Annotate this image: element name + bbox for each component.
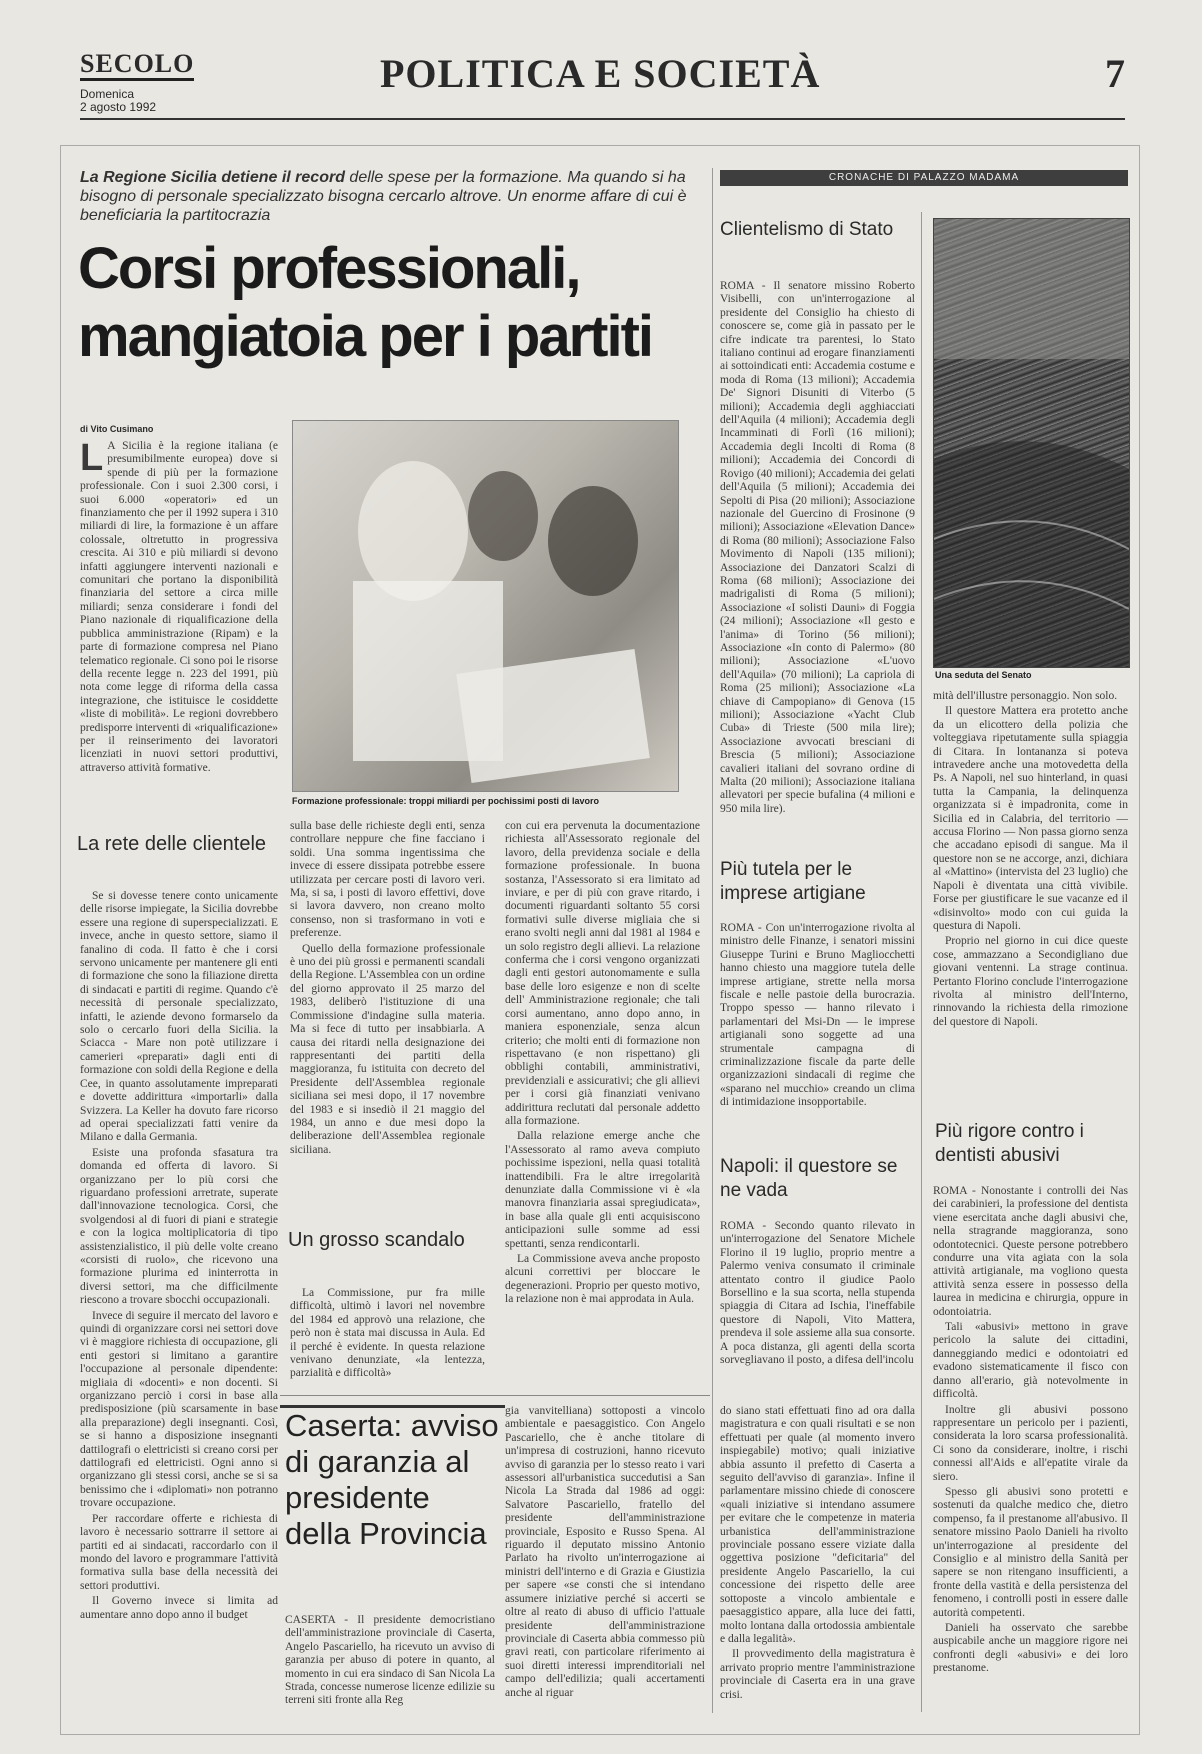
column-divider: [712, 168, 713, 1713]
dentisti-p1: ROMA - Nonostante i controlli dei Nas dei carabinieri, la professione del dentista viene esercitata anche dagli abusivi che, nella stragrande maggioranza, sono odontotecnici. Queste persone potrebbero condurre una vita agiata con la sola attività artigianale, ma vogliono questa attività senza essere in possesso della laurea in medicina e chirurgia, oppure in odontoiatria.: [933, 1185, 1128, 1318]
caserta-headline: Caserta: avviso di garanzia al presidente della Provincia: [285, 1408, 499, 1551]
caserta-col-3: [720, 1405, 915, 1720]
caserta-col3-p1: do siano stati effettuati fino ad ora dalla magistratura e con quali risultati e se non effettuati per quale (al momento invero inspiegabile) motivo; quali iniziative abbia assunto il prefetto di Caserta a seguito dell'avviso di garanzia». Infine il parlamentare missino chiede di conoscere «quali iniziative si intendano assumere per evitare che le competenze in materia urbanistica dell'amministrazione provinciale possano essere viziate dalla oggettiva posizione "deficitaria" del presidente Angelo Pascariello, la cui concessione dei rispetto delle aree sottoposte a vincolo ambientale e paesaggistico appare, alla luce dei fatti, molto lontana dalla ortodossia ambientale e dalla legalità».: [720, 1405, 915, 1645]
column-divider: [921, 212, 922, 1712]
artigiane-text: ROMA - Con un'interrogazione rivolta al ministro delle Finanze, i senatori missini Giuseppe Turini e Bruno Magliocchetti hanno chiesto una maggiore tutela delle imprese artigiane, strette nella morsa fiscale e nelle pastoie della burocrazia. Troppo spesso — hanno rilevato i parlamentari del Msi-Dn — le imprese artigianali sono soggette ad una strumentale campagna di criminalizzazione fiscale da parte delle organizzazioni sindacali di regime che «sparano nel mucchio» creando un clima di intimidazione insopportabile.: [720, 922, 915, 1109]
article-headline: [78, 235, 718, 371]
col3-p1: con cui era pervenuta la documentazione richiesta all'Assessorato regionale del lavoro, della previdenza sociale e della formazione professionale. In buona sostanza, l'Assessorato si era limitato ad inviare, e per di più con grave ritardo, i documenti riguardanti soltanto 55 corsi formativi sulle diverse migliaia che si erano svolti negli anni dal 1981 al 1984 e un solo registro degli allievi. La relazione conferma che i corsi vengono organizzati dagli enti gestori autonomamente e sulla base delle loro esigenze e non di scelte dell' Amministrazione regionale; che tali corsi aumentano, anno dopo anno, in maniera esponenziale, senza alcun criterio; che molti enti di formazione non rispettavano (e non rispettano) gli obblighi contabili, amministrativi, previdenziali e assicurativi; che gli allievi per i corsi già finanziati venivano addirittura reclutati dal personale addetto alla formazione.: [505, 820, 700, 1127]
subhead-rete: La rete delle clientele: [77, 833, 267, 855]
napoli-p2: Il questore Mattera era protetto anche da un elicottero della polizia che volteggiava ripetutamente sulla spiaggia di Citara. In lontananza si poteva intravedere anche una motovedetta della Ps. A Napoli, nel suo hinterland, in quasi tutta la Campania, la delinquenza organizzata si è impadronita, come in Sicilia ed in Calabria, del territorio — accusa Florino — Non passa giorno senza che accadano episodi di sangue. Ma il questore non se ne accorge, anzi, dichiara al «Mattino» (intervista del 23 luglio) che Napoli è diventata una città vivibile. Forse per giustificare le sue vacanze ed il «disinvolto» modo con cui guida la questura di Napoli.: [933, 705, 1128, 932]
masthead-logo: SECOLO: [80, 50, 194, 81]
col2-p2: Quello della formazione professionale è uno dei più grossi e permanenti scandali della Regione. L'Assemblea con un ordine del giorno approvato il 25 marzo del 1983, deliberò l'istituzione di una Commissione d'indagine sulla materia. Ma si fece di tutto per insabbiarla. A causa dei ritardi nella designazione dei rappresentanti dei partiti della maggioranza, fu istituita con decreto del Presidente dell'Assemblea regionale siciliana sei mesi dopo, il 17 novembre del 1983 e si insediò il 21 maggio del 1984, un anno e due mesi dopo la deliberazione dell'Assemblea regionale siciliana.: [290, 942, 485, 1156]
photo-caption-formazione: Formazione professionale: troppi miliardi per pochissimi posti di lavoro: [292, 796, 600, 806]
napoli-p3: Proprio nel giorno in cui dice queste cose, ammazzano a Secondigliano due giovani ventenni. La strage continua. Pertanto Florino conclude l'interrogazione rivolta al ministro dell'Interno, rinnovando la richiesta della rimozione del questore di Napoli.: [933, 935, 1128, 1028]
page-number: 7: [1105, 51, 1125, 96]
col1-p5: Per raccordare offerte e richiesta di lavoro è necessario sottrarre il settore ai partiti ed ai sindacati, raccordarlo con il mondo del lavoro e programmare l'attività formativa sulla base della necessità dei settori produttivi.: [80, 1512, 278, 1592]
photo-senato: [933, 218, 1130, 668]
photo-formazione: [292, 420, 679, 792]
section-divider: [280, 1395, 710, 1396]
photo-caption-senato: Una seduta del Senato: [935, 670, 1032, 680]
caserta-col-1: CASERTA - Il presidente democristiano dell'amministrazione provinciale di Caserta, Angelo Pascariello, ha ricevuto un avviso di garanzia per abuso di potere in quanto, al momento in cui era sindaco di San Nicola La Strada, concesse numerose licenze edilizie su terreni siti fronte alla Reg: [285, 1614, 495, 1707]
napoli-continuation: [933, 690, 1128, 1132]
col3-p2: Dalla relazione emerge anche che l'Assessorato al ramo aveva compiuto pochissime ispezioni, nella quasi totalità inattendibili. Fra le altre irregolarità denunziate dalla Commissione vi è «la manovra finanziaria assai spregiudicata», in base alla quale gli enti acquisiscono anticipazioni sulle somme ad essi spettanti, senza rendicontarli.: [505, 1130, 700, 1250]
col3-p3: La Commissione aveva anche proposto alcuni correttivi per bloccare le degenerazioni. Proprio per questo motivo, la relazione non è mai approdata in Aula.: [505, 1253, 700, 1306]
subhead-scandalo: Un grosso scandalo: [288, 1229, 465, 1251]
main-col-2: [290, 820, 485, 1205]
col1-p1: A Sicilia è la regione italiana (e presumibilmente europea) dove si spende di più per la formazione professionale. Con i suoi 2.300 corsi, i suoi 6.000 «operatori» ed un finanziamento che per il 1992 supera i 310 miliardi di lire, la formazione è un affare colossale, oltretutto in progressiva crescita. Ai 310 e più miliardi si devono infatti aggiungere interventi nazionali e comunitari che portano la disponibilità finanziaria del settore a circa mille miliardi; senza considerare i fondi del Piano nazionale di riqualificazione della pubblica amministrazione (Ripam) e la parte di formazione compresa nel Piano telematico regionale. Ci sono poi le risorse della recente legge n. 223 del 1991, più nota come legge di riforma della cassa integrazione, che istituisce le cosiddette «liste di mobilità». Le regioni dovrebbero predisporre interventi di «riqualificazione» per il reinserimento dei lavoratori licenziati in nuovi settori produttivi, attraverso attività formative.: [80, 440, 278, 774]
drop-cap: L: [80, 440, 104, 479]
issue-date: 2 agosto 1992: [80, 100, 157, 114]
col1-p3: Esiste una profonda sfasatura tra domanda ed offerta di lavoro. Si organizzano per lo più corsi che riguardano professioni arretrate, superate dall'innovazione tecnologica. Corsi, che svolgendosi al di fuori di piani e strategie e con la logica moltiplicatoria di tipo assistenzialistico, il più delle volte creano «corsisti di ruolo», che ricevono una formazione plurima ed ininterrotta in diversi settori, ma che difficilmente riescono a trovare sbocchi occupazionali.: [80, 1146, 278, 1307]
main-col-2-bottom: [290, 1287, 485, 1387]
subhead-napoli: Napoli: il questore se ne vada: [720, 1156, 898, 1201]
section-title: POLITICA E SOCIETÀ: [380, 51, 821, 96]
caserta-col3-p2: Il provvedimento della magistratura è arrivato proprio mentre l'amministrazione provinciale di Caserta era in una grave crisi.: [720, 1648, 915, 1701]
col1-p2: Se si dovesse tenere conto unicamente delle risorse impiegate, la Sicilia dovrebbe essere una regione di superspecializzati. E invece, anche in questo settore, siamo il fanalino di coda. Il fatto è che i corsi servono unicamente per mantenere gli enti di formazione che sono la filiazione diretta di sindacati e partiti di regime. Quando c'è necessità di personale specializzato, infatti, le aziende devono formarselo da solo o cercarlo fuori della Sicilia. la Sciacca - Mare non potè utilizzare i camerieri «preparati» dagli enti di formazione con soldi della Regione e della Cee, in quanto assolutamente impreparati e dovette addirittura «importarli» dalla Svizzera. La Keller ha dovuto fare ricorso ad operai specializzati fatti venire da Milano e dalla Germania.: [80, 890, 278, 1144]
issue-day: Domenica: [80, 87, 135, 101]
headline-line-1: Corsi professionali,: [78, 236, 580, 301]
senate-illustration: [934, 219, 1129, 667]
rubric-palazzo-madama: CRONACHE DI PALAZZO MADAMA: [720, 170, 1128, 186]
dentisti-p5: Danieli ha osservato che sarebbe auspicabile anche un maggiore rigore nei confronti degli «abusivi» e dei loro prestanome.: [933, 1622, 1128, 1675]
napoli-cont: mità dell'illustre personaggio. Non solo.: [933, 690, 1118, 702]
col2-p1: sulla base delle richieste degli enti, senza controllare neppure che fine facciano i soldi. Una somma ingentissima che invece di essere dissipata potrebbe essere utilizzata per cercare posti di lavoro veri. Ma, si sa, i posti di lavoro effettivi, dove si lavora davvero, non creano molto consenso, non si trasformano in voti e preferenze.: [290, 820, 485, 940]
caserta-col-2: gia vanvitelliana) sottoposti a vincolo ambientale e paesaggistico. Con Angelo Pascariello, che è anche titolare di un'impresa di costruzioni, hanno ricevuto avviso di garanzia per lo stesso reato i vari assessori all'urbanistica succedutisi a San Nicola La Strada dal 1986 ad oggi: Salvatore Pascariello, fratello del presidente dell'amministrazione provinciale, Esposito e Russo Spena. Al riguardo il deputato missino Antonio Parlato ha rivolto un'interrogazione ai ministri dell'interno e di Grazia e Giustizia per sapere «se consti che si intendano assumere iniziative perché si accerti se oltre al reato di abuso di ufficio l'attuale presidente dell'amministrazione provinciale di Caserta abbia commesso più gravi reati, con particolare riferimento ai suoi diretti interessi imprenditoriali nel campo dell'edilizia; quali accertamenti anche al riguar: [505, 1405, 705, 1699]
kicker-rest: delle spese per la formazione. Ma quando si ha bisogno di personale specializzato bisogna cercarlo altrove. Un enorme affare di cui è beneficiaria la partitocrazia: [80, 169, 687, 224]
headline-line-2: mangiatoia per i partiti: [78, 304, 652, 369]
dentisti-p4: Spesso gli abusivi sono protetti e sostenuti da qualche medico che, dietro compenso, fa il prestanome all'abusivo. Il senatore missino Paolo Danieli ha rivolto un'interrogazione al presidente del Consiglio e al ministro della Sanità per sapere se non ritengano insufficienti, a fronte della vastità e della persistenza del fenomeno, i controlli posti in essere dalle autorità competenti.: [933, 1485, 1128, 1619]
dentisti-p2: Tali «abusivi» mettono in grave pericolo la salute dei cittadini, danneggiando medici e odontoiatri ed evadono sistematicamente il fisco con danno all'erario, già notevolmente in difficoltà.: [933, 1321, 1128, 1401]
main-col-1-top: [80, 440, 278, 817]
article-kicker: [80, 168, 700, 225]
dentisti-text: [933, 1185, 1128, 1720]
photo-illustration: [293, 421, 678, 791]
byline: di Vito Cusimano: [80, 424, 154, 434]
col1-paragraph: [80, 440, 278, 775]
col1-p6: Il Governo invece si limita ad aumentare anno dopo anno il budget: [80, 1595, 278, 1621]
clientelismo-text: ROMA - Il senatore missino Roberto Visibelli, con un'interrogazione al presidente del Consiglio ha chiesto di conoscere se, come già in passato per le cifre indicate tra parentesi, lo Stato italiano continui ad erogare finanziamenti ai sottoindicati enti: Accademia costume e moda di Roma (13 milioni); Accademia De' Signori Disuniti di Viterbo (5 milioni); Accademia degli agghiacciati dell'Aquila (4 milioni); Accademia degli Incamminati di Forlì (16 milioni); Accademia degli Incolti di Roma (8 milioni); Accademia dei Concordi di Rovigo (40 milioni); Accademia dei gelati dell'Aquila (5 milioni); Accademia dei Sepolti di Pisa (20 milioni); Associazione nazionale del Guercino di Frosinone (9 milioni); Associazione «Elevation Dance» di Roma (80 milioni); Associazione Falso Movimento di Napoli (135 milioni); Associazione dei Danzatori Scalzi di Roma (68 milioni); Associazione dei madrigalisti di Roma (5 milioni); Associazione «I solisti Dauni» di Foggia (24 milioni); Associazione «Il gesto e l'anima» di Torino (56 milioni); Associazione «In conto di Palermo» (80 milioni); Associazione «L'uovo dell'Aquila» (70 milioni); La capriola di Roma (25 milioni); Associazione «La chiave di Campopiano» di Genova (15 milioni); Associazione «Yacht Club Cuba» di Trieste (500 mila lire); Associazione avvocati bresciani di Brescia (5 milioni); Associazione cavalieri italiani del sovrano ordine di Malta (20 milioni); Associazione italiana allevatori per specie bufalina (4 milioni e 950 mila lire).: [720, 280, 915, 815]
col2-p3: La Commissione, pur fra mille difficoltà, ultimò i lavori nel novembre del 1984 ed approvò una relazione, che però non è stata mai discussa in Aula. Ed il perché è evidente. In questa relazione venivano denunziate, «la lentezza, parzialità e difficoltà»: [290, 1287, 485, 1380]
main-col-3: [505, 820, 700, 1390]
subhead-dentisti: Più rigore contro i dentisti abusivi: [935, 1121, 1084, 1166]
kicker-bold: La Regione Sicilia detiene il record: [80, 169, 345, 186]
napoli-text: ROMA - Secondo quanto rilevato in un'interrogazione del Senatore Michele Florino il 19 luglio, proprio mentre a Palermo veniva consumato il criminale attentato contro il giudice Paolo Borsellino e la sua scorta, nella stupenda spiaggia di Citara ad Ischia, l'ineffabile questore di Napoli, Vito Mattera, prendeva il sole assieme alla sua consorte. A poca distanza, gli agenti della scorta sorvegliavano il posto, a difesa dell'incolu: [720, 1220, 915, 1367]
masthead-rule: [80, 118, 1125, 120]
dentisti-p3: Inoltre gli abusivi possono rappresentare un pericolo per i pazienti, considerata la loro scarsa professionalità. Ci sono da considerare, inoltre, i rischi connessi all'Aids e all'epatite virale da siero.: [933, 1403, 1128, 1483]
subhead-artigiane: Più tutela per le imprese artigiane: [720, 859, 866, 904]
col1-p4: Invece di seguire il mercato del lavoro e quindi di organizzare corsi nei settori dove vi è maggiore richiesta di occupazione, gli enti gestori si limitano a garantire l'occupazione al personale dipendente: migliaia di «docenti» e non docenti. Si organizzano perciò i corsi in base alla predisposizione (più scarsamente in base alla preparazione) degli insegnanti. Così, se si hanno a disposizione insegnanti dattilografi o elettricisti si creano corsi per dattilografi ed elettricisti. Ogni anno si organizzano gli stessi corsi, anche se si sa benissimo che i «diplomati» non potranno trovare occupazione.: [80, 1309, 278, 1510]
subhead-clientelismo: Clientelismo di Stato: [720, 219, 894, 240]
main-col-1-bottom: [80, 890, 278, 1720]
